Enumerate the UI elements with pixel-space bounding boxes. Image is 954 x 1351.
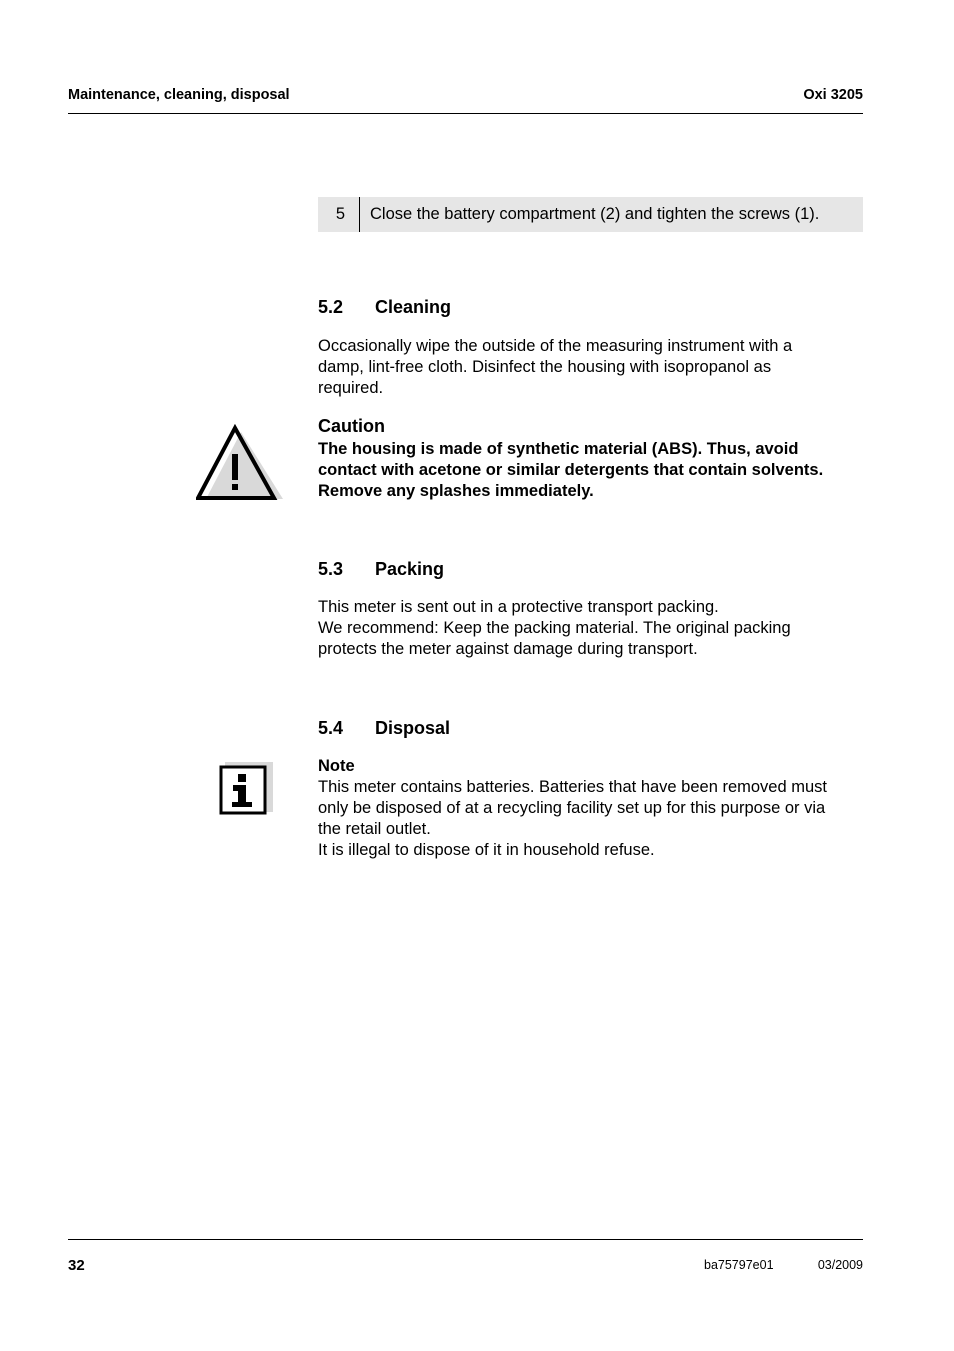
section-heading-disposal bbox=[318, 718, 450, 739]
running-header-title: Maintenance, cleaning, disposal bbox=[68, 87, 290, 103]
paragraph-line: the retail outlet. bbox=[318, 820, 431, 838]
document-date: 03/2009 bbox=[817, 1258, 863, 1272]
instruction-step bbox=[318, 197, 863, 232]
section-title: Cleaning bbox=[375, 297, 452, 317]
section-heading-cleaning bbox=[318, 297, 451, 318]
caution-label: Caution bbox=[318, 416, 385, 436]
step-text: Close the battery compartment (2) and tighten the screws (1). bbox=[370, 205, 820, 223]
paragraph-line: required. bbox=[318, 379, 384, 397]
cleaning-paragraph bbox=[318, 336, 868, 399]
header-rule bbox=[68, 113, 863, 114]
document-id: ba75797e01 bbox=[704, 1258, 774, 1272]
paragraph-line: Occasionally wipe the outside of the measuring instrument with a bbox=[318, 337, 793, 355]
packing-paragraph bbox=[318, 597, 868, 660]
page-number: 32 bbox=[68, 1257, 85, 1274]
paragraph-line: It is illegal to dispose of it in household refuse. bbox=[318, 841, 655, 859]
paragraph-line: This meter contains batteries. Batteries that have been removed must bbox=[318, 778, 828, 796]
section-number: 5.3 bbox=[318, 559, 344, 579]
caution-line: Remove any splashes immediately. bbox=[318, 482, 594, 500]
section-title: Disposal bbox=[375, 718, 451, 738]
paragraph-line: protects the meter against damage during transport. bbox=[318, 640, 698, 658]
warning-triangle-icon bbox=[196, 424, 286, 502]
section-number: 5.4 bbox=[318, 718, 344, 738]
caution-line: The housing is made of synthetic material (ABS). Thus, avoid bbox=[318, 440, 799, 458]
step-number: 5 bbox=[318, 197, 360, 232]
section-heading-packing bbox=[318, 559, 444, 580]
section-title: Packing bbox=[375, 559, 445, 579]
section-number: 5.2 bbox=[318, 297, 344, 317]
note-label: Note bbox=[318, 757, 355, 775]
paragraph-line: only be disposed of at a recycling facility set up for this purpose or via bbox=[318, 799, 826, 817]
caution-line: contact with acetone or similar detergents that contain solvents. bbox=[318, 461, 824, 479]
caution-text bbox=[318, 439, 868, 502]
paragraph-line: damp, lint-free cloth. Disinfect the housing with isopropanol as bbox=[318, 358, 772, 376]
footer-rule bbox=[68, 1239, 863, 1240]
disposal-paragraph bbox=[318, 777, 868, 861]
paragraph-line: This meter is sent out in a protective transport packing. bbox=[318, 598, 719, 616]
paragraph-line: We recommend: Keep the packing material. The original packing bbox=[318, 619, 791, 637]
info-icon bbox=[219, 761, 275, 817]
running-header-product: Oxi 3205 bbox=[803, 87, 863, 103]
